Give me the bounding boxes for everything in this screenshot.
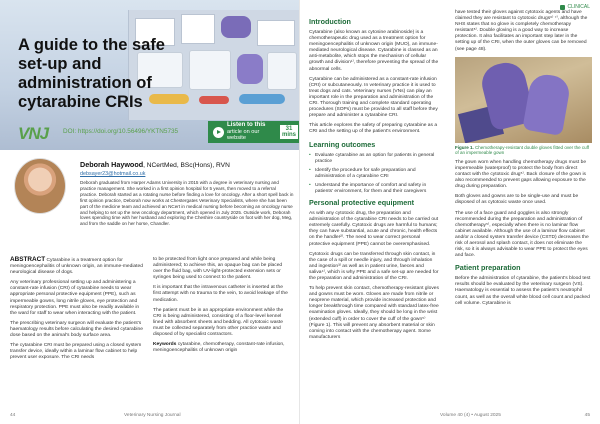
right-column-1 <box>309 14 440 345</box>
author-name <box>80 160 230 169</box>
abstract-text: Cytarabine is a treatment option for meningoencephalitis of unknown origin, an immune-mediated neurological disease of dogs. <box>10 258 143 276</box>
abstract-paragraph: The prescribing veterinary surgeon will evaluate the patient’s haematology results before calculating the desired cytarabine dose based on the animal’s body surface area. <box>10 320 143 339</box>
heading-ppe: Personal protective equipment <box>309 198 415 208</box>
abstract-paragraph: Any veterinary professional setting up and administering a constant-rate infusion (CRI) of cytarabine needs to wear appropriate personal protective equipment (PPE), such as impermeable gowns, long nitrile gloves, eye protection and respiratory protection. PPE must also be readily available in the ward for staff to wear when interacting with the patient. <box>10 280 140 316</box>
listen-line1: Listen to this <box>227 121 266 129</box>
keywords <box>153 342 291 354</box>
paragraph: To help prevent skin contact, chemotherapy-resistant gloves and gowns must be worn. Gloves are made from nitrile or neoprene material, which provide increased protection and longer breakthrough time compared with standard latex-free examination gloves. Ideally, they should be long in the wrist (extended cuff) in order to cover the cuff of the gown⁵⁾ (Figure 1). This will prevent any absorbent material or skin coming into contact with the chemotherapy agent. Some manufacturers <box>309 286 439 340</box>
article-title: A guide to the safe set-up and administration of cytarabine CRIs <box>18 36 165 111</box>
author-box <box>10 150 294 251</box>
vnj-logo: VNJ <box>18 124 49 143</box>
play-icon <box>213 127 224 138</box>
listen-button[interactable] <box>208 121 300 143</box>
glove-inner <box>522 72 571 136</box>
section-tag-icon <box>560 5 565 10</box>
figure-caption <box>455 145 592 156</box>
author-credentials: , NCertMed, BSc(Hons), RVN <box>143 162 230 169</box>
abstract-paragraph: The cytarabine CRI must be prepared using a closed system transfer device, ideally within a laminar flow cabinet to help prevent user exposure. The CRI needs <box>10 343 142 361</box>
paragraph: The use of a face guard and goggles is also strongly recommended during the preparation and administration of chemotherapy⁵⁾, especially when there is no laminar flow cabinet available. Although the use of a laminar flow cabinet and/or a closed system transfer device (CSTD) decreases the risk of aerosol and splash contact, it does not eliminate the risk, so it is always advisable to wear PPE to protect the eyes and face. <box>455 210 589 259</box>
keywords-label: Keywords <box>153 342 177 348</box>
list-item: • Understand the importance of comfort and safety in patients’ environment, for them and their caregivers <box>309 183 440 195</box>
listen-mins-number: 31 <box>285 126 293 132</box>
abstract-paragraph: The patient must be in an appropriate environment while the CRI is being administered, consisting of a floor-level kennel lined with absorbent sheets and bedding. All cytotoxic waste must be collected separately from other practice waste and disposed of by specialist contractors. <box>153 307 284 338</box>
paragraph: Cytarabine can be administered as a constant-rate infusion (CRI) or subcutaneously. In veterinary practice it is used to treat dogs and cats. Veterinary nurses (VNs) can play an important role in the preparation and administration of the CRI. Thorough training and complete standard operating procedures (SOPs) must be provided to all staff before they prepare and administer a cytarabine CRI. <box>309 76 438 119</box>
right-column-2 <box>455 10 592 311</box>
right-page <box>300 0 600 424</box>
paragraph: Before the administration of cytarabine, the patient’s blood test results should be evaluated by the veterinary surgeon (VS). Haematology is essential to assess the patient’s neutrophil count, as well as the overall white blood cell count and packed cell volume. Cytarabine is <box>455 276 591 306</box>
paragraph: Both gloves and gowns are to be single-use and must be disposed of as cytotoxic waste once used. <box>455 194 579 206</box>
heading-learning-outcomes: Learning outcomes <box>309 139 376 149</box>
paragraph: Cytarabine (also known as cytosine arabinoside) is a chemotherapeutic drug used as a treatment option for meningoencephalitis of unknown origin (MUO), an immune-mediated neurological disease. Cytarabine is classed as an anti-metabolite, which stops the mechanism of cellular growth and division¹⁾, therefore preventing the spread of the abnormal cells. <box>309 30 439 72</box>
abstract-paragraph <box>10 257 145 276</box>
footer-page-number-left: 44 <box>10 413 16 418</box>
paragraph: The gown worn when handling chemotherapy drugs must be impermeable (waterproof) to protect the body from direct contact with the cytotoxic drug⁵⁾. Back closure of the gown is also recommended to prevent gaps allowing exposure to the drug during preparation. <box>455 159 587 190</box>
paragraph: As with any cytotoxic drug, the preparation and administration of the cytarabine CRI needs to be carried out extremely carefully. Cytotoxic drugs are harmful to humans; they can have substantial, acute and chronic, health effects on the handler²⁾. The need to wear correct personal protective equipment (PPE) cannot be overemphasised. <box>309 211 439 247</box>
footer-page-number-right: 45 <box>584 413 590 418</box>
author-email-link[interactable]: debsayer23@hotmail.co.uk <box>80 171 146 177</box>
doi-link[interactable]: DOI: https://doi.org/10.56496/YKTN5735 <box>63 128 179 135</box>
listen-line2: article on our website <box>227 128 260 142</box>
author-photo <box>14 158 66 214</box>
listen-duration <box>280 125 298 139</box>
heading-introduction: Introduction <box>309 17 351 26</box>
list-item: • Evaluate cytarabine as an option for patients in general practice <box>309 153 440 165</box>
abstract-paragraph: It is important that the intravenous catheter is inserted at the first attempt with no trauma to the vein, to avoid leakage of the medication. <box>153 285 288 303</box>
paragraph: Cytotoxic drugs can be transferred through skin contact, in the case of a spill or needle injury, and through inhalation and ingestion³⁾ as well as in patient urine, faeces and saliva⁴⁾, which is why PPE and a safe set-up are needed for the preparation and administration of the CRI. <box>309 251 439 281</box>
listen-mins-label: mins <box>281 132 296 138</box>
footer-journal-name: Veterinary Nursing Journal <box>124 413 181 418</box>
abstract-column-1 <box>10 257 145 365</box>
section-tag-label: CLINICAL <box>567 4 590 10</box>
author-bio: Deborah graduated from Harper Adams University in 2015 with a degree in veterinary nursing and practice management. She worked in a first opinion hospital for 5 years, then moved to a referral practice. Deborah started as a rotating nurse before finding a love for oncology. After a short spell back in first opinion practice, Deborah now works at Chestergates Veterinary Specialists, where she has been part of the medicine team and achieved an NCert in medical nursing before becoming an oncology nurse and helping to set up the new oncology department, which opened in July 2025. Outside work, Deborah loves spending time with her husband and exploring the Cheshire countryside on foot with her dog, Meg, and from the saddle on her horse, Chandler. <box>80 180 294 227</box>
figure-caption-text: Chemotherapy-resistant double gloves fitted over the cuff of an impermeable gown <box>455 144 589 156</box>
listen-label <box>227 122 277 142</box>
learning-outcomes-list <box>309 153 440 196</box>
abstract-label: ABSTRACT <box>10 256 46 263</box>
abstract-column-2 <box>153 257 291 358</box>
list-item: • Identify the procedure for safe preparation and administration of a cytarabine CRI <box>309 168 440 180</box>
author-name-text: Deborah Haywood <box>80 160 144 169</box>
keywords-text: cytarabine, chemotherapy, constant-rate infusion, meningoencephalitis of unknown origin <box>153 342 285 354</box>
article-title-block <box>18 36 168 112</box>
abstract-paragraph: to be protected from light once prepared and while being administered; to achieve this, an opaque bag can be placed over the fluid bag, with UV-light-protected extension sets or syringes being used to connect to the patient. <box>153 257 283 281</box>
heading-patient-preparation: Patient preparation <box>455 263 521 273</box>
paragraph: have tested their gloves against cytotoxic agents and have claimed they are resistant to cytotoxic drugs⁶⁾ ⁷⁾, although the NHS states that no glove is completely chemotherapy resistant⁸⁾. Double gloving is a good way to increase protection. It also facilitates an important step later in the setting up of the CRI, when the outer gloves can be removed (see page 48). <box>455 10 588 52</box>
figure-caption-label: Figure 1. <box>455 144 474 150</box>
figure-1-image <box>455 57 592 143</box>
paragraph: This article explores the safety of preparing cytarabine as a CRI and the setting up of the patient’s environment. <box>309 123 438 135</box>
footer-volume: Volume 40 (4) • August 2025 <box>440 413 501 418</box>
